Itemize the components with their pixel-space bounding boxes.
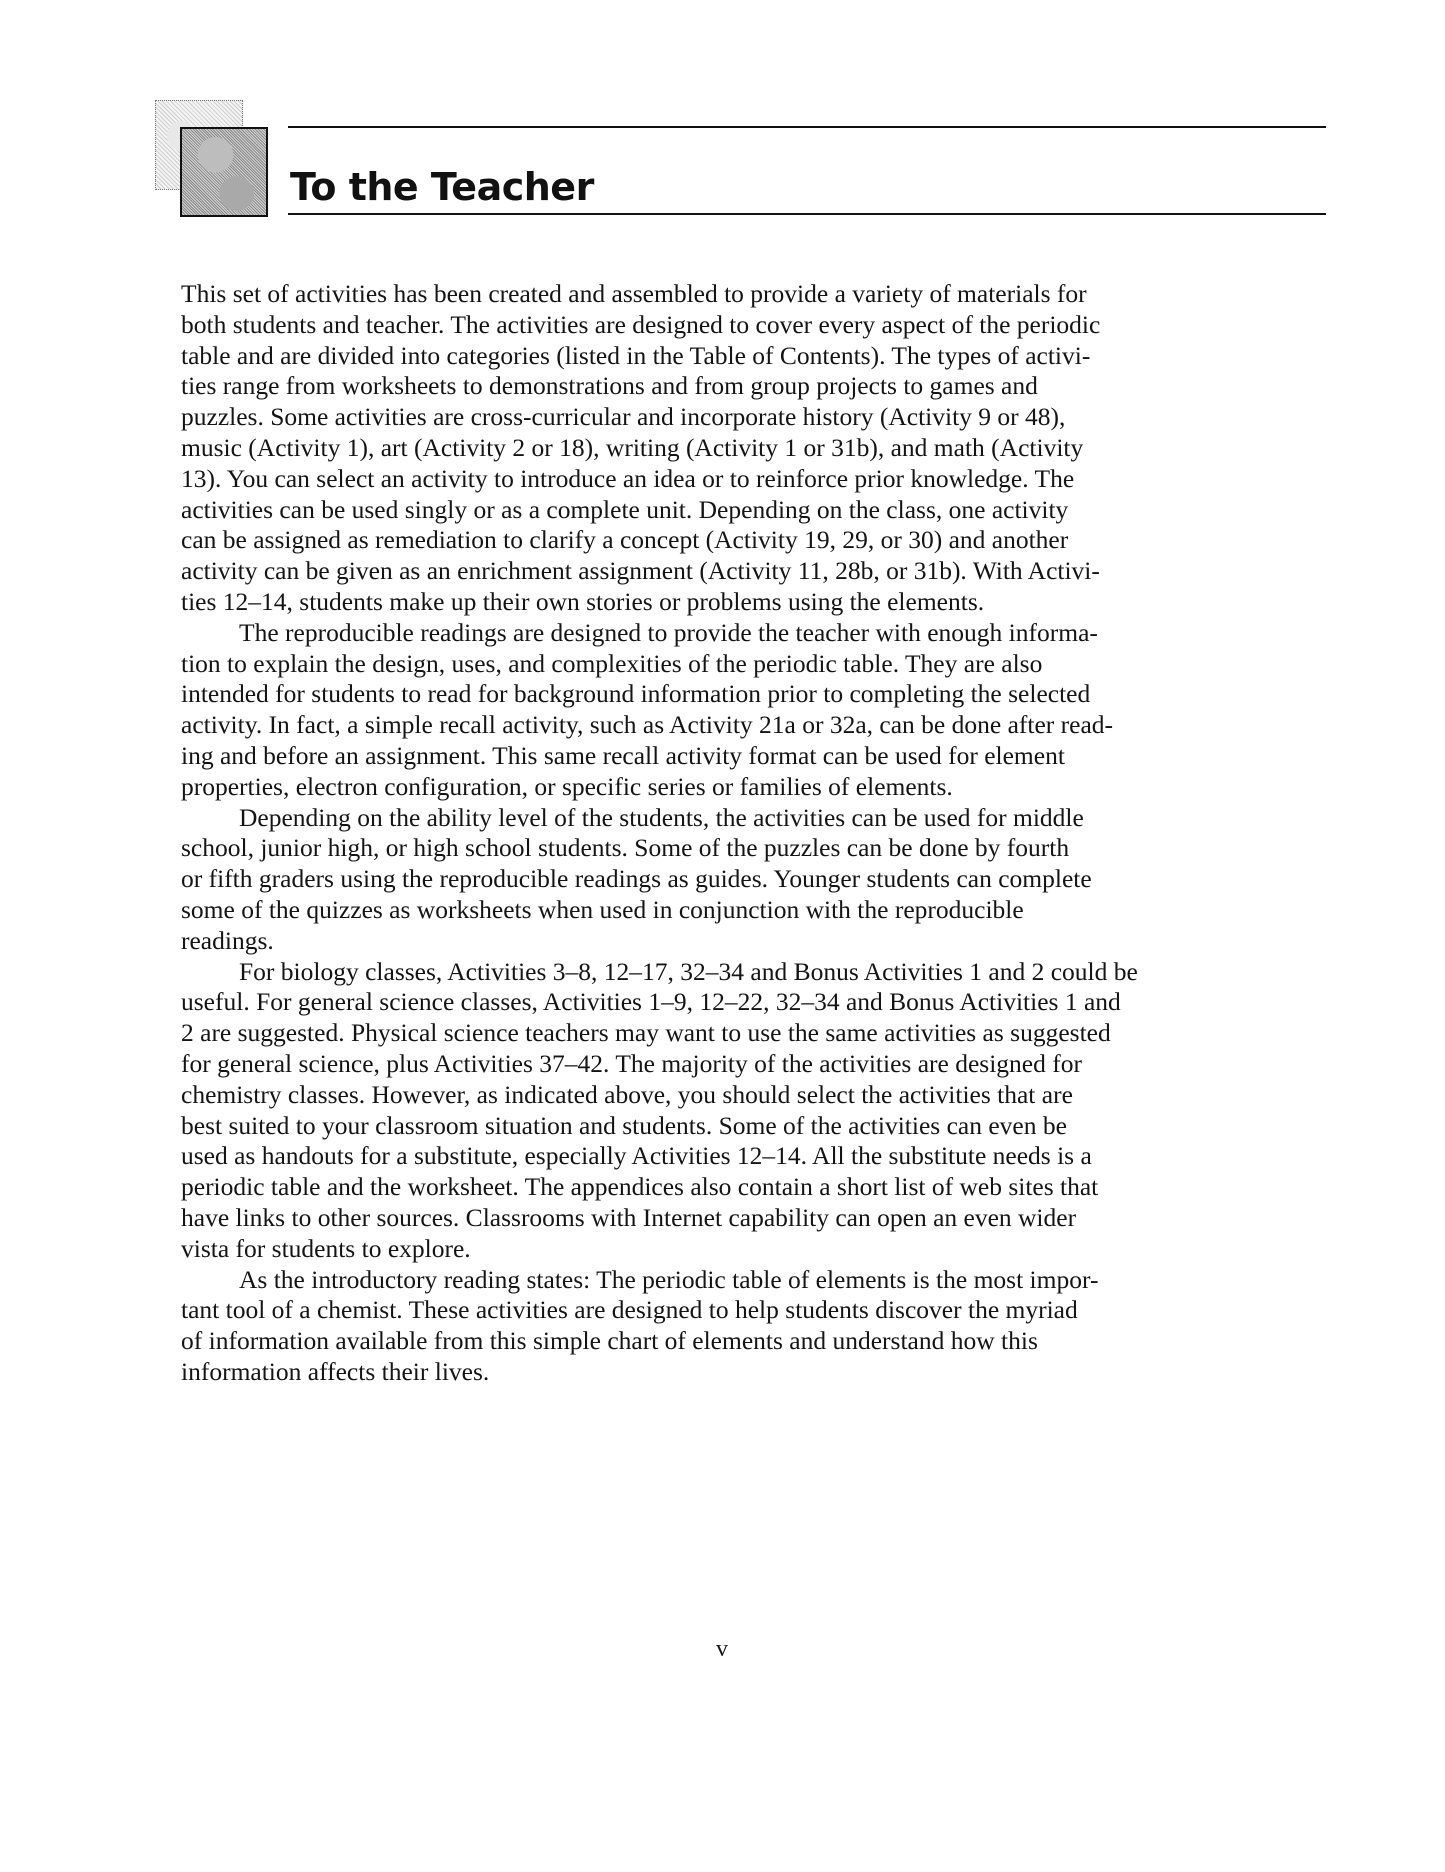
text-line: activities can be used singly or as a complete unit. Depending on the class, one activity: [181, 494, 1069, 524]
text-line: activity can be given as an enrichment assignment (Activity 11, 28b, or 31b). With Activi-: [181, 556, 1100, 586]
text-line: intended for students to read for background information prior to completing the selected: [181, 679, 1091, 709]
text-line: school, junior high, or high school students. Some of the puzzles can be done by fourth: [181, 833, 1070, 863]
text-line: readings.: [181, 925, 274, 955]
text-line: Depending on the ability level of the students, the activities can be used for middle: [239, 802, 1084, 832]
text-line: This set of activities has been created and assembled to provide a variety of materials for: [181, 279, 1087, 308]
paragraph-2: [181, 618, 1291, 803]
text-line: for general science, plus Activities 37–42. The majority of the activities are designed for: [181, 1048, 1082, 1078]
text-line: ing and before an assignment. This same recall activity format can be used for element: [181, 740, 1065, 770]
text-line: both students and teacher. The activities are designed to cover every aspect of the periodic: [181, 309, 1101, 339]
text-line: or fifth graders using the reproducible readings as guides. Younger students can complete: [181, 864, 1092, 894]
paragraph-1: [181, 279, 1291, 618]
text-line: table and are divided into categories (listed in the Table of Contents). The types of activi-: [181, 340, 1091, 370]
header-rule-top: [288, 126, 1326, 128]
text-line: properties, electron configuration, or specific series or families of elements.: [181, 771, 953, 801]
text-line: activity. In fact, a simple recall activity, such as Activity 21a or 32a, can be done after read-: [181, 710, 1114, 740]
paragraph-4: [181, 957, 1291, 1265]
text-line: ties 12–14, students make up their own stories or problems using the elements.: [181, 586, 985, 616]
page-number: v: [716, 1636, 728, 1662]
header-rule-bottom: [288, 213, 1326, 215]
decorative-image-icon-front: [180, 127, 268, 217]
text-line: The reproducible readings are designed to provide the teacher with enough informa-: [239, 617, 1098, 647]
page-title: To the Teacher: [290, 165, 594, 210]
body-text: [181, 279, 1291, 1388]
paragraph-5: [181, 1265, 1291, 1388]
text-line: can be assigned as remediation to clarify a concept (Activity 19, 29, or 30) and another: [181, 525, 1069, 555]
text-line: tant tool of a chemist. These activities are designed to help students discover the myriad: [181, 1295, 1078, 1325]
text-line: 2 are suggested. Physical science teachers may want to use the same activities as suggested: [181, 1018, 1111, 1048]
text-line: some of the quizzes as worksheets when used in conjunction with the reproducible: [181, 894, 1024, 924]
text-line: periodic table and the worksheet. The appendices also contain a short list of web sites that: [181, 1172, 1099, 1202]
text-line: useful. For general science classes, Activities 1–9, 12–22, 32–34 and Bonus Activities 1 and: [181, 987, 1121, 1017]
text-line: ties range from worksheets to demonstrations and from group projects to games and: [181, 371, 1038, 401]
text-line: information affects their lives.: [181, 1356, 490, 1386]
text-line: For biology classes, Activities 3–8, 12–17, 32–34 and Bonus Activities 1 and 2 could be: [239, 956, 1138, 986]
text-line: best suited to your classroom situation and students. Some of the activities can even be: [181, 1110, 1067, 1140]
text-line: have links to other sources. Classrooms with Internet capability can open an even wider: [181, 1202, 1077, 1232]
text-line: puzzles. Some activities are cross-curricular and incorporate history (Activity 9 or 48),: [181, 402, 1066, 432]
text-line: vista for students to explore.: [181, 1233, 471, 1263]
text-line: used as handouts for a substitute, especially Activities 12–14. All the substitute needs is a: [181, 1141, 1092, 1171]
text-line: chemistry classes. However, as indicated above, you should select the activities that are: [181, 1079, 1073, 1109]
text-line: music (Activity 1), art (Activity 2 or 18), writing (Activity 1 or 31b), and math (Activity: [181, 432, 1084, 462]
text-line: 13). You can select an activity to introduce an idea or to reinforce prior knowledge. The: [181, 463, 1075, 493]
text-line: of information available from this simple chart of elements and understand how this: [181, 1326, 1038, 1356]
paragraph-3: [181, 803, 1291, 957]
text-line: As the introductory reading states: The periodic table of elements is the most impor-: [239, 1264, 1099, 1294]
text-line: tion to explain the design, uses, and complexities of the periodic table. They are also: [181, 648, 1043, 678]
